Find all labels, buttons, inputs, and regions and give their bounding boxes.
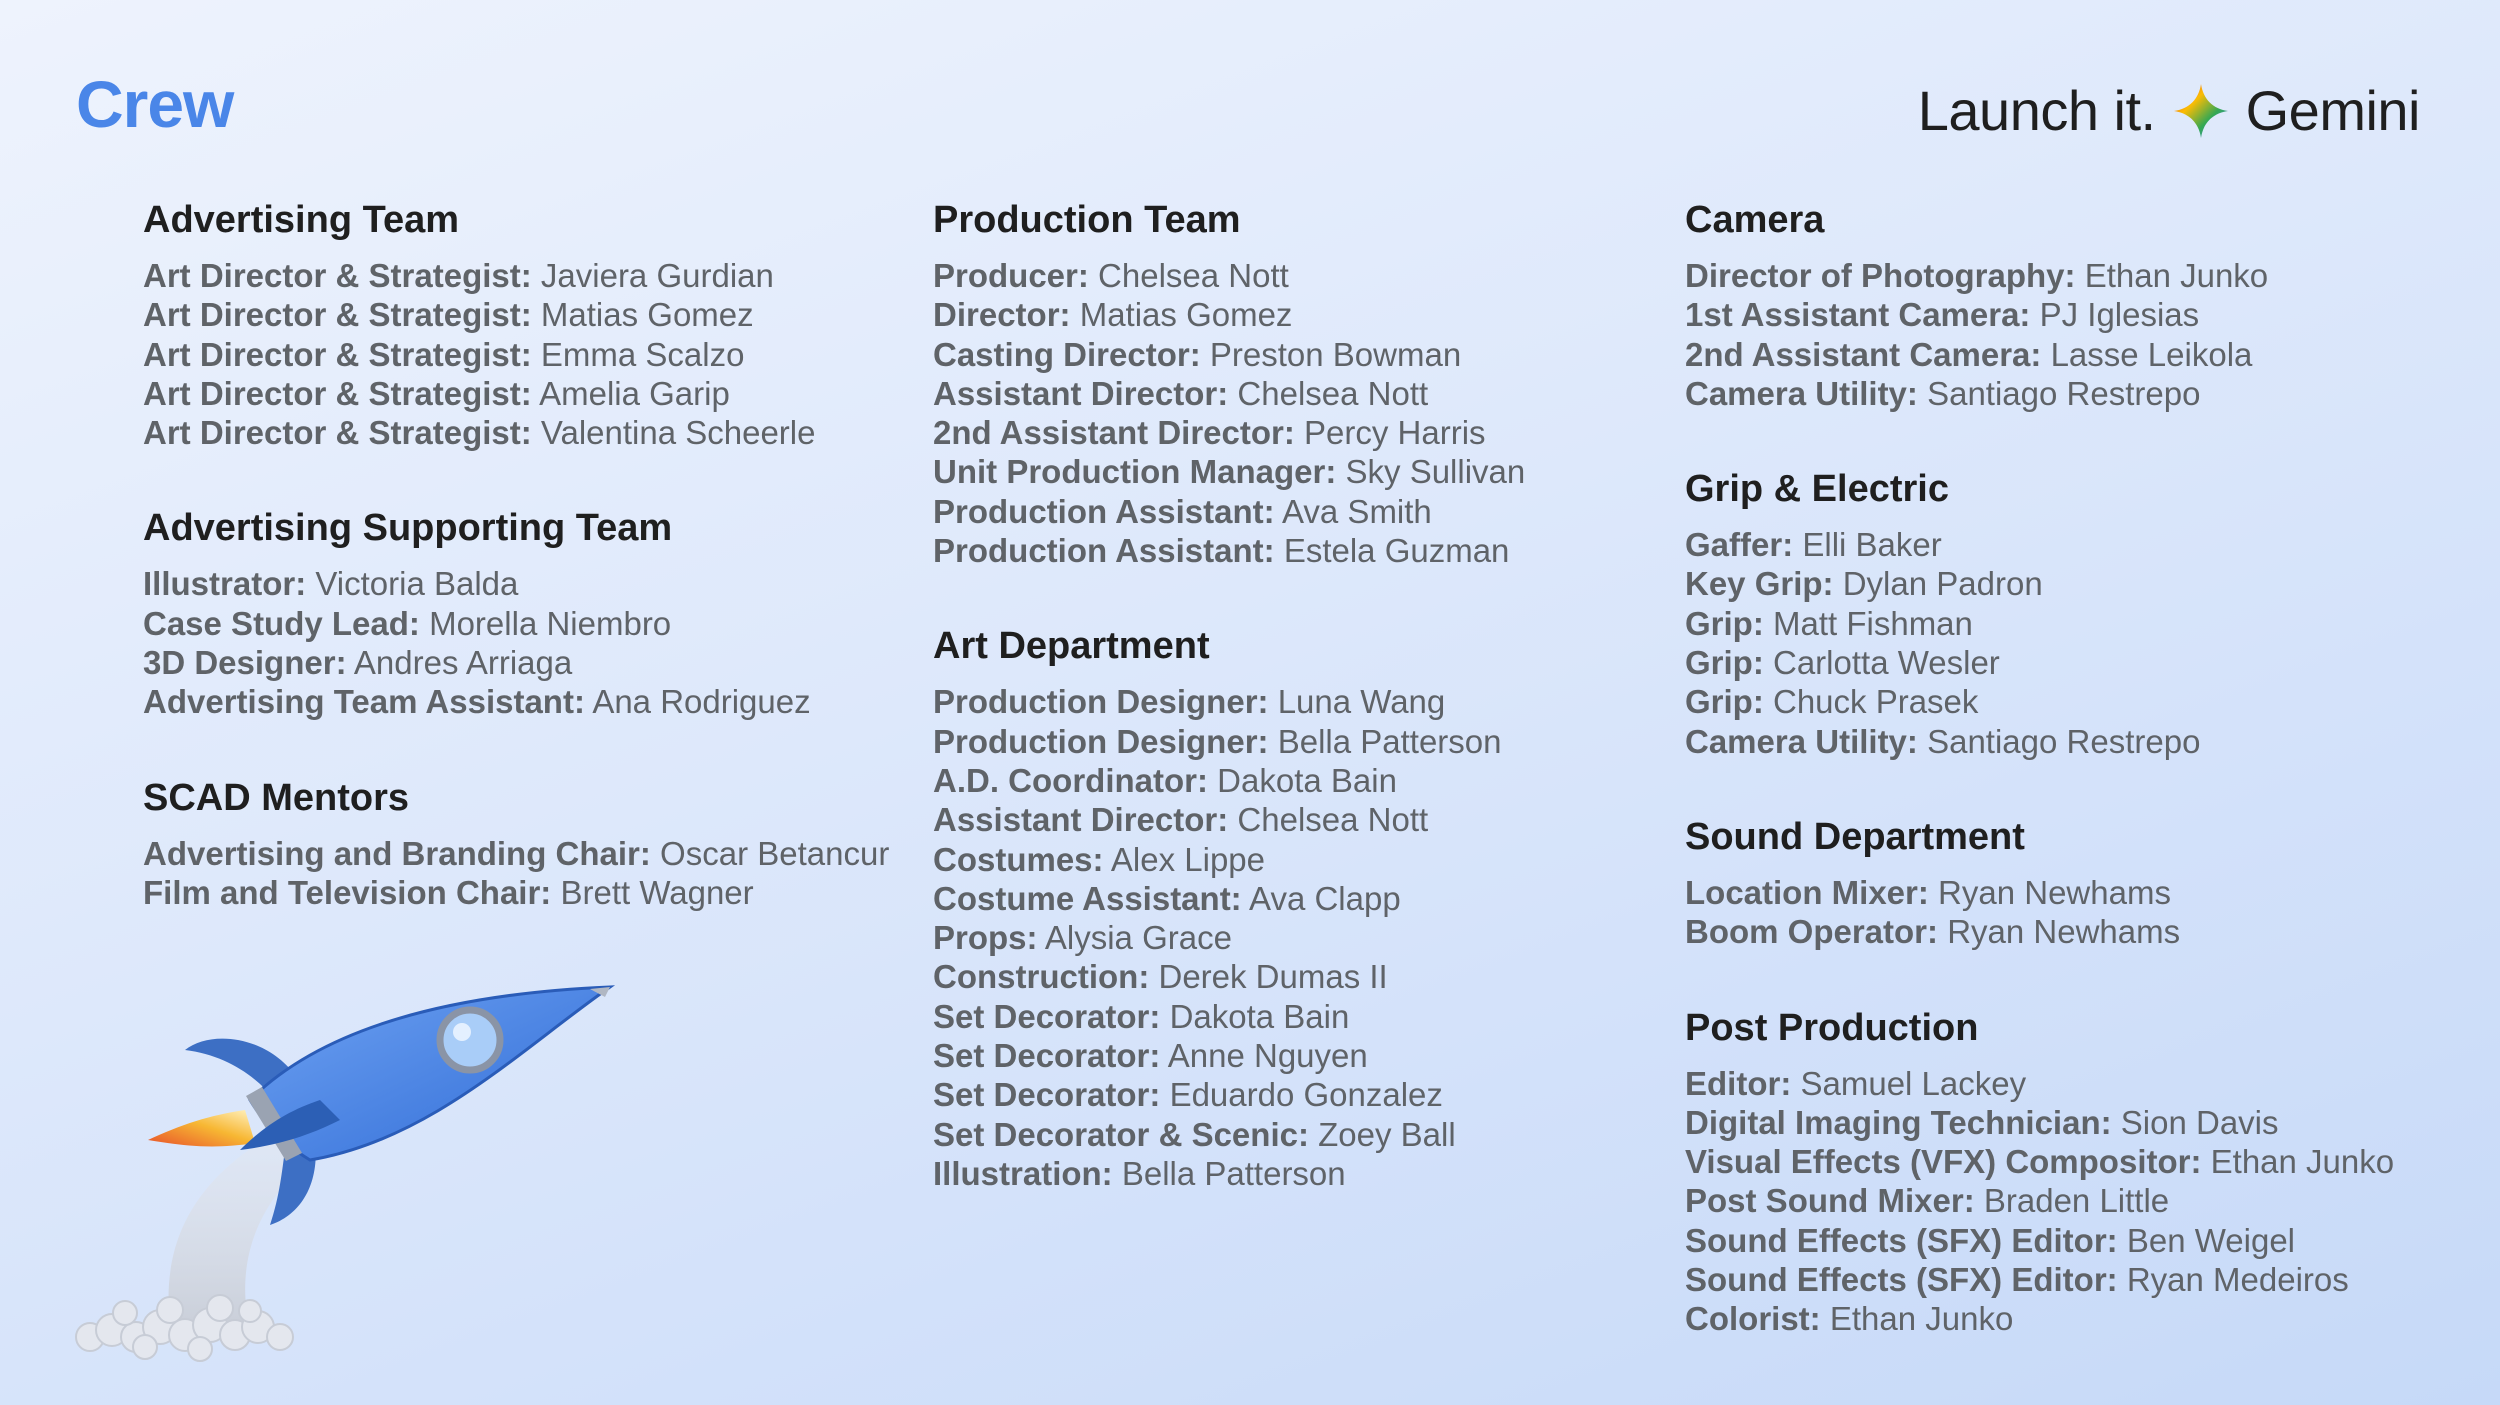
crew-entry [933, 682, 1525, 721]
crew-role: Construction: [933, 958, 1150, 996]
crew-name: Chelsea Nott [1237, 374, 1429, 412]
crew-role: Set Decorator: [933, 1076, 1161, 1114]
crew-entry [1685, 912, 2394, 951]
gemini-sparkle-icon [2174, 84, 2228, 138]
crew-role: Grip: [1685, 683, 1764, 721]
crew-column-2 [933, 196, 1525, 1245]
crew-entry [933, 295, 1525, 334]
crew-name: Estela Guzman [1283, 532, 1510, 570]
crew-entry [933, 800, 1525, 839]
crew-role: Assistant Director: [933, 801, 1229, 839]
crew-list [933, 256, 1525, 570]
section-advertising-supporting-team [143, 504, 889, 721]
crew-name: Javiera Gurdian [540, 257, 774, 294]
crew-name: Chuck Prasek [1773, 683, 1979, 721]
crew-role: Camera Utility: [1685, 722, 1918, 760]
crew-list [1685, 256, 2394, 413]
crew-role: 2nd Assistant Camera: [1685, 335, 2042, 373]
crew-entry [933, 452, 1525, 491]
crew-entry [143, 374, 889, 413]
crew-role: Case Study Lead: [143, 604, 420, 642]
brand-lockup [1918, 78, 2420, 143]
crew-name: Victoria Balda [315, 565, 519, 603]
crew-entry [143, 335, 889, 374]
section-title: Camera [1685, 199, 1825, 241]
crew-entry [933, 918, 1525, 957]
crew-entry [1685, 873, 2394, 912]
crew-name: Valentina Scheerle [540, 414, 816, 452]
crew-entry [143, 413, 889, 452]
section-grip-electric [1685, 465, 2394, 761]
crew-entry [1685, 604, 2394, 643]
crew-role: Set Decorator & Scenic: [933, 1115, 1309, 1153]
crew-role: Production Designer: [933, 683, 1269, 721]
crew-role: Art Director & Strategist: [143, 414, 532, 452]
crew-name: Derek Dumas II [1158, 958, 1388, 996]
crew-role: Advertising and Branding Chair: [143, 834, 651, 872]
crew-role: Set Decorator: [933, 997, 1161, 1035]
crew-name: Ryan Medeiros [2126, 1261, 2349, 1299]
crew-role: Gaffer: [1685, 526, 1794, 564]
crew-name: Ethan Junko [2210, 1143, 2395, 1181]
crew-name: PJ Iglesias [2039, 296, 2200, 334]
section-sound-department [1685, 813, 2394, 952]
crew-role: Production Designer: [933, 722, 1269, 760]
crew-name: Ana Rodriguez [592, 683, 811, 721]
section-title: Art Department [933, 625, 1210, 668]
crew-list [1685, 525, 2394, 761]
section-title: Post Production [1685, 1006, 1979, 1049]
crew-role: Casting Director: [933, 335, 1201, 373]
crew-role: Boom Operator: [1685, 913, 1939, 951]
crew-name: Ava Clapp [1249, 879, 1401, 917]
crew-list [143, 564, 889, 721]
crew-entry [1685, 335, 2394, 374]
crew-name: Elli Baker [1802, 526, 1942, 564]
section-title: Advertising Supporting Team [143, 507, 673, 550]
crew-name: Alex Lippe [1110, 840, 1265, 878]
crew-entry [143, 564, 889, 603]
crew-name: Samuel Lackey [1800, 1064, 2027, 1102]
crew-entry [1685, 525, 2394, 564]
crew-column-3 [1685, 196, 2394, 1391]
section-title: Grip & Electric [1685, 468, 1949, 511]
crew-list [143, 256, 889, 452]
crew-entry [933, 997, 1525, 1036]
crew-name: Ethan Junko [1829, 1300, 2014, 1338]
crew-entry [143, 643, 889, 682]
crew-column-1 [143, 196, 889, 964]
crew-role: 3D Designer: [143, 644, 347, 682]
crew-name: Dakota Bain [1169, 997, 1350, 1035]
crew-role: Production Assistant: [933, 492, 1275, 530]
crew-entry [933, 761, 1525, 800]
crew-role: 1st Assistant Camera: [1685, 296, 2031, 334]
crew-entry [1685, 295, 2394, 334]
crew-name: Braden Little [1983, 1182, 2170, 1220]
section-art-department [933, 622, 1525, 1193]
crew-entry [933, 1036, 1525, 1075]
section-title: Production Team [933, 199, 1241, 241]
crew-name: Zoey Ball [1318, 1115, 1456, 1153]
page-title: Crew [76, 67, 234, 141]
crew-role: Costumes: [933, 840, 1104, 878]
crew-entry [933, 256, 1525, 295]
crew-list [1685, 873, 2394, 952]
crew-entry [143, 295, 889, 334]
crew-entry [933, 492, 1525, 531]
crew-name: Dakota Bain [1217, 761, 1397, 799]
crew-name: Dylan Padron [1842, 565, 2043, 603]
section-production-team [933, 196, 1525, 570]
crew-name: Sion Davis [2120, 1103, 2279, 1141]
crew-name: Ava Smith [1282, 492, 1432, 530]
crew-entry [1685, 1103, 2394, 1142]
crew-role: Sound Effects (SFX) Editor: [1685, 1221, 2118, 1259]
crew-entry [933, 531, 1525, 570]
crew-entry [1685, 256, 2394, 295]
crew-role: Director of Photography: [1685, 257, 2076, 294]
tagline: Launch it. [1917, 79, 2156, 142]
crew-entry [933, 374, 1525, 413]
crew-role: Key Grip: [1685, 565, 1834, 603]
crew-role: Unit Production Manager: [933, 453, 1337, 491]
crew-entry [1685, 1260, 2394, 1299]
crew-role: Director: [933, 296, 1071, 334]
crew-name: Preston Bowman [1209, 335, 1462, 373]
crew-name: Alysia Grace [1044, 919, 1232, 957]
section-title: SCAD Mentors [143, 776, 410, 819]
crew-role: 2nd Assistant Director: [933, 414, 1295, 452]
crew-role: Illustration: [933, 1154, 1113, 1192]
crew-role: A.D. Coordinator: [933, 761, 1208, 799]
crew-role: Assistant Director: [933, 374, 1229, 412]
crew-name: Luna Wang [1277, 683, 1446, 721]
crew-role: Illustrator: [143, 565, 307, 603]
crew-name: Chelsea Nott [1237, 801, 1429, 839]
crew-entry [933, 957, 1525, 996]
crew-role: Props: [933, 919, 1038, 957]
crew-list [143, 834, 889, 913]
crew-name: Ben Weigel [2126, 1221, 2296, 1259]
crew-entry [1685, 1221, 2394, 1260]
crew-name: Lasse Leikola [2050, 335, 2253, 373]
crew-name: Santiago Restrepo [1927, 722, 2201, 760]
crew-name: Ethan Junko [2084, 257, 2269, 294]
crew-entry [933, 1154, 1525, 1193]
crew-name: Anne Nguyen [1167, 1037, 1368, 1075]
crew-role: Colorist: [1685, 1300, 1821, 1338]
crew-name: Ryan Newhams [1938, 873, 2171, 911]
crew-entry [1685, 1299, 2394, 1338]
section-camera [1685, 196, 2394, 413]
crew-role: Post Sound Mixer: [1685, 1182, 1975, 1220]
crew-name: Emma Scalzo [540, 335, 745, 373]
crew-entry [933, 840, 1525, 879]
crew-name: Carlotta Wesler [1773, 644, 2000, 682]
crew-name: Matt Fishman [1773, 604, 1973, 642]
crew-list [933, 682, 1525, 1193]
crew-entry [1685, 643, 2394, 682]
crew-role: Digital Imaging Technician: [1685, 1103, 2112, 1141]
crew-role: Costume Assistant: [933, 879, 1242, 917]
crew-list [1685, 1064, 2394, 1339]
crew-role: Advertising Team Assistant: [143, 683, 585, 721]
section-scad-mentors [143, 774, 889, 913]
crew-name: Santiago Restrepo [1927, 374, 2201, 412]
crew-role: Camera Utility: [1685, 374, 1918, 412]
crew-entry [1685, 722, 2394, 761]
crew-role: Art Director & Strategist: [143, 374, 532, 412]
crew-name: Sky Sullivan [1345, 453, 1526, 491]
section-advertising-team [143, 196, 889, 452]
crew-role: Production Assistant: [933, 532, 1275, 570]
crew-role: Producer: [933, 257, 1089, 294]
crew-entry [933, 879, 1525, 918]
crew-entry [143, 256, 889, 295]
crew-entry [1685, 374, 2394, 413]
crew-name: Percy Harris [1304, 414, 1486, 452]
crew-name: Matias Gomez [540, 296, 754, 334]
crew-role: Visual Effects (VFX) Compositor: [1685, 1143, 2202, 1181]
crew-name: Ryan Newhams [1947, 913, 2181, 951]
crew-entry [1685, 682, 2394, 721]
crew-entry [1685, 1142, 2394, 1181]
crew-entry [143, 604, 889, 643]
rocket-illustration [50, 975, 630, 1375]
section-post-production [1685, 1004, 2394, 1339]
crew-entry [933, 1115, 1525, 1154]
crew-name: Morella Niembro [429, 604, 672, 642]
crew-entry [1685, 564, 2394, 603]
crew-role: Location Mixer: [1685, 873, 1929, 911]
crew-name: Matias Gomez [1079, 296, 1293, 334]
crew-entry [1685, 1064, 2394, 1103]
crew-role: Film and Television Chair: [143, 873, 552, 911]
crew-name: Bella Patterson [1277, 722, 1502, 760]
crew-entry [143, 834, 889, 873]
section-title: Advertising Team [143, 199, 460, 241]
crew-role: Art Director & Strategist: [143, 296, 532, 334]
crew-entry [143, 873, 889, 912]
crew-role: Grip: [1685, 644, 1764, 682]
crew-entry [933, 335, 1525, 374]
crew-entry [933, 722, 1525, 761]
brand-name: Gemini [2245, 79, 2420, 142]
crew-entry [1685, 1181, 2394, 1220]
crew-name: Oscar Betancur [660, 834, 890, 872]
crew-entry [933, 1075, 1525, 1114]
crew-name: Andres Arriaga [353, 644, 573, 682]
crew-role: Sound Effects (SFX) Editor: [1685, 1261, 2118, 1299]
crew-name: Bella Patterson [1121, 1154, 1346, 1192]
section-title: Sound Department [1685, 815, 2025, 858]
crew-role: Art Director & Strategist: [143, 257, 532, 294]
crew-role: Grip: [1685, 604, 1764, 642]
crew-role: Editor: [1685, 1064, 1792, 1102]
crew-entry [143, 682, 889, 721]
crew-entry [933, 413, 1525, 452]
crew-role: Art Director & Strategist: [143, 335, 532, 373]
crew-name: Amelia Garip [539, 374, 730, 412]
crew-role: Set Decorator: [933, 1037, 1161, 1075]
crew-name: Brett Wagner [560, 873, 754, 911]
crew-name: Eduardo Gonzalez [1169, 1076, 1443, 1114]
crew-name: Chelsea Nott [1098, 257, 1289, 294]
